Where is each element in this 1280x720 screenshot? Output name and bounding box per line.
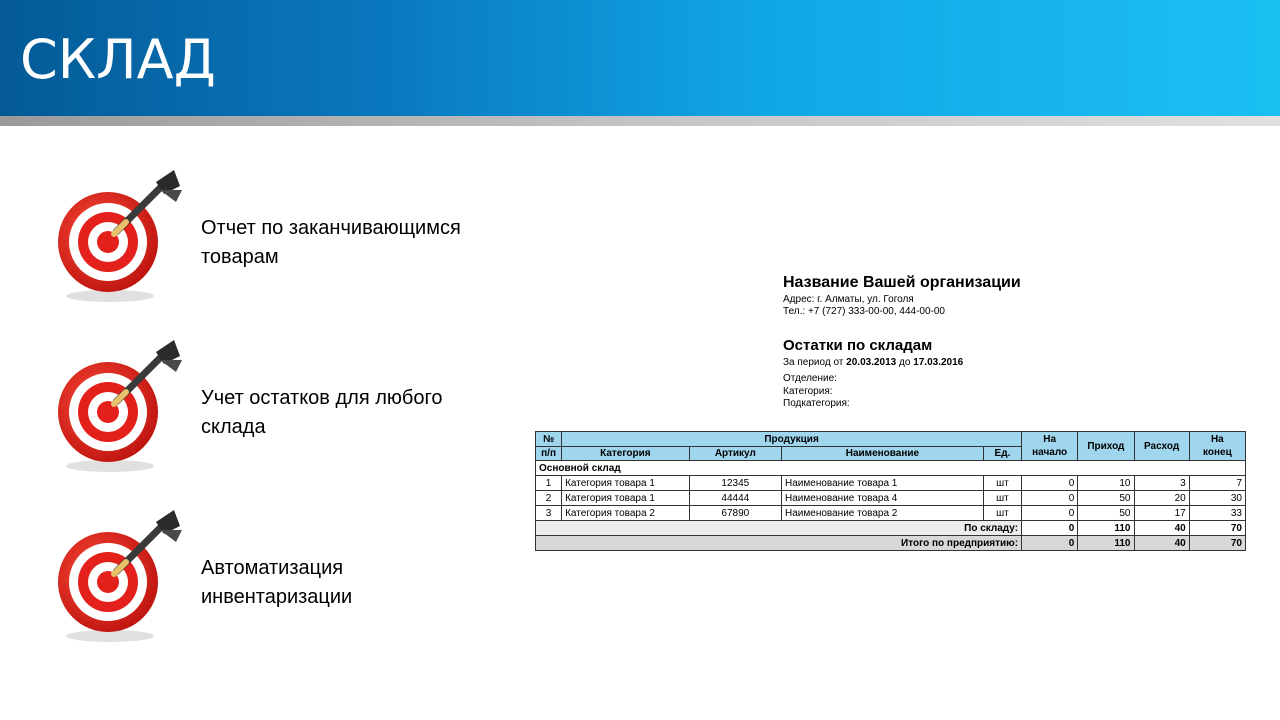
section-label: Основной склад — [536, 461, 1246, 476]
bullet-item — [52, 338, 512, 478]
bullet-item — [52, 168, 512, 308]
col-category-header: Категория — [562, 447, 690, 461]
period-from: 20.03.2013 — [846, 357, 897, 368]
bullet-text — [201, 214, 521, 272]
cell-start: 0 — [1022, 506, 1078, 521]
total-income: 110 — [1078, 536, 1134, 551]
bullet-line: склада — [201, 416, 266, 438]
col-end-header — [1189, 432, 1245, 461]
report-title: Остатки по складам — [783, 337, 933, 354]
bullet-item — [52, 508, 512, 648]
col-name-header: Наименование — [782, 447, 984, 461]
cell-num: 3 — [536, 506, 562, 521]
cell-unit: шт — [983, 491, 1021, 506]
bullet-text — [201, 384, 521, 442]
period-to: 17.03.2016 — [913, 357, 964, 368]
cell-expense: 20 — [1134, 491, 1189, 506]
col-num-header-2: п/п — [536, 447, 562, 461]
target-dart-icon — [52, 168, 192, 308]
header-line: конец — [1202, 447, 1232, 458]
cell-end: 7 — [1189, 476, 1245, 491]
cell-end: 30 — [1189, 491, 1245, 506]
cell-article: 44444 — [689, 491, 781, 506]
col-article-header: Артикул — [689, 447, 781, 461]
col-start-header — [1022, 432, 1078, 461]
subtotal-expense: 40 — [1134, 521, 1189, 536]
col-income-header: Приход — [1078, 432, 1134, 461]
target-dart-icon — [52, 338, 192, 478]
cell-end: 33 — [1189, 506, 1245, 521]
cell-category: Категория товара 1 — [562, 476, 690, 491]
cell-expense: 3 — [1134, 476, 1189, 491]
cell-num: 2 — [536, 491, 562, 506]
cell-income: 10 — [1078, 476, 1134, 491]
cell-name: Наименование товара 1 — [782, 476, 984, 491]
cell-article: 12345 — [689, 476, 781, 491]
period-mid: до — [896, 357, 914, 368]
header-banner — [0, 0, 1280, 116]
section-row — [536, 461, 1246, 476]
cell-num: 1 — [536, 476, 562, 491]
table-row — [536, 476, 1246, 491]
org-name: Название Вашей организации — [783, 274, 1021, 291]
cell-category: Категория товара 1 — [562, 491, 690, 506]
col-unit-header: Ед. — [983, 447, 1021, 461]
org-phone: Тел.: +7 (727) 333-00-00, 444-00-00 — [783, 306, 945, 317]
col-expense-header: Расход — [1134, 432, 1189, 461]
cell-name: Наименование товара 4 — [782, 491, 984, 506]
header-line: На — [1043, 434, 1057, 445]
cell-article: 67890 — [689, 506, 781, 521]
table-header-row — [536, 432, 1246, 447]
stock-table — [535, 431, 1246, 551]
target-dart-icon — [52, 508, 192, 648]
cell-category: Категория товара 2 — [562, 506, 690, 521]
bullet-line: Учет остатков для любого — [201, 387, 443, 409]
cell-unit: шт — [983, 476, 1021, 491]
cell-income: 50 — [1078, 491, 1134, 506]
report-department: Отделение: — [783, 373, 837, 384]
bullet-line: товарам — [201, 246, 279, 268]
report-category: Категория: — [783, 386, 833, 397]
period-prefix: За период от — [783, 357, 847, 368]
header-line: начало — [1032, 447, 1068, 458]
total-expense: 40 — [1134, 536, 1189, 551]
table-row — [536, 491, 1246, 506]
total-row — [536, 536, 1246, 551]
total-label: Итого по предприятию: — [536, 536, 1022, 551]
cell-name: Наименование товара 2 — [782, 506, 984, 521]
bullet-line: Автоматизация — [201, 557, 344, 579]
report-subcategory: Подкатегория: — [783, 398, 850, 409]
subtotal-row — [536, 521, 1246, 536]
cell-expense: 17 — [1134, 506, 1189, 521]
report-period — [783, 357, 963, 368]
cell-income: 50 — [1078, 506, 1134, 521]
col-products-header: Продукция — [562, 432, 1022, 447]
header-line: На — [1210, 434, 1224, 445]
total-end: 70 — [1189, 536, 1245, 551]
cell-start: 0 — [1022, 476, 1078, 491]
subtotal-start: 0 — [1022, 521, 1078, 536]
col-num-header: № — [536, 432, 562, 447]
table-row — [536, 506, 1246, 521]
org-address: Адрес: г. Алматы, ул. Гоголя — [783, 294, 914, 305]
total-start: 0 — [1022, 536, 1078, 551]
bullet-line: инвентаризации — [201, 586, 353, 608]
header-divider — [0, 116, 1280, 126]
bullet-text — [201, 554, 521, 612]
bullet-line: Отчет по заканчивающимся — [201, 217, 461, 239]
page-title: СКЛАД — [20, 28, 216, 91]
subtotal-end: 70 — [1189, 521, 1245, 536]
cell-unit: шт — [983, 506, 1021, 521]
cell-start: 0 — [1022, 491, 1078, 506]
subtotal-income: 110 — [1078, 521, 1134, 536]
subtotal-label: По складу: — [536, 521, 1022, 536]
